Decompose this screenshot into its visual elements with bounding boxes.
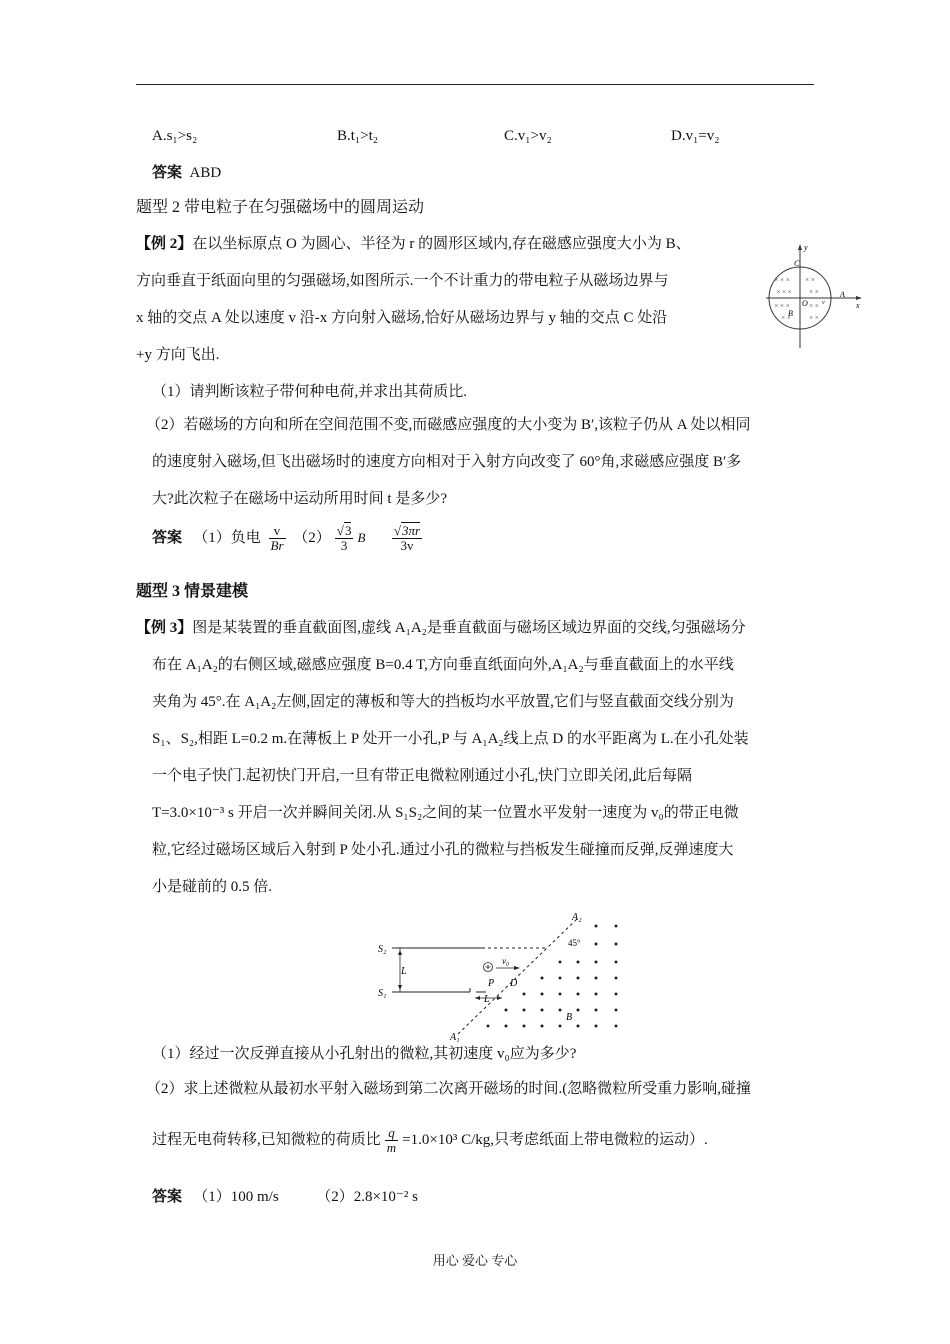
option-b: B.t₁>t₂ — [337, 128, 379, 144]
charge-mass-fraction — [385, 1126, 398, 1155]
ex2-q2-line1: （2）若磁场的方向和所在空间范围不变,而磁感应强度的大小变为 B′,该粒子仍从 A 处以相同 — [146, 417, 751, 433]
svg-text:× ×: × × — [809, 314, 819, 322]
ex3-line6: T=3.0×10⁻³ s 开启一次并瞬间关闭.从 S₁S₂之间的某一位置水平发射一速度为 v₀的带正电微 — [152, 805, 739, 821]
fig2-angle-label: 45° — [568, 938, 581, 948]
ex3-line4: S₁、S₂,相距 L=0.2 m.在薄板上 P 处开一小孔,P 与 A₁A₂线上点 D 的水平距离为 L.在小孔处装 — [152, 731, 749, 747]
fig2-a2-label: A₂ — [572, 912, 582, 923]
circle-field-figure — [760, 242, 865, 350]
svg-text:× ×: × × — [809, 302, 819, 310]
svg-text:× ×: × × — [805, 276, 815, 284]
ex3-answer-label: 答案 — [152, 1189, 183, 1205]
page-footer: 用心 爱心 专心 — [432, 1253, 518, 1268]
ex3-q2-den: m — [386, 1140, 397, 1156]
ex2-answer — [152, 522, 426, 554]
svg-text:× × ×: × × × — [776, 288, 792, 296]
option-a: A.s₁>s₂ — [152, 128, 198, 144]
ex2-ans2-den: 3 — [340, 538, 348, 554]
ex2-q1: （1）请判断该粒子带何种电荷,并求出其荷质比. — [152, 384, 468, 400]
ex2-q2-line2: 的速度射入磁场,但飞出磁场时的速度方向相对于入射方向改变了 60°角,求磁感应强度 B′多 — [152, 454, 742, 470]
ex3-answer — [152, 1185, 418, 1206]
fig2-p-label: P — [488, 978, 495, 989]
fig1-b-label: B — [788, 309, 793, 318]
ex2-ans3-fraction: $\frac{√3\pi r}{3v}$ — [393, 523, 421, 554]
ex3-q2-post: =1.0×10³ C/kg,只考虑纸面上带电微粒的运动）. — [402, 1132, 708, 1148]
ex2-answer-label: 答案 — [152, 530, 183, 546]
answer-label: 答案 — [152, 165, 183, 181]
ex2-ans1-fraction — [269, 524, 286, 553]
fig1-a-label: A — [840, 290, 845, 299]
ex2-ans1-num: v — [269, 524, 286, 539]
fig2-v0-label: v₀ — [502, 956, 510, 966]
fig1-x-label: x — [856, 301, 860, 310]
fig2-l-vertical-label: L — [401, 966, 407, 977]
answer-value: ABD — [189, 165, 222, 181]
ex3-ans2: （2）2.8×10⁻² s — [316, 1189, 418, 1205]
option-c: C.v₁>v₂ — [504, 128, 552, 144]
ex3-q2-line2 — [152, 1124, 708, 1156]
ex2-ans1-den: Br — [270, 538, 284, 554]
svg-text:× ×: × × — [781, 314, 791, 322]
ex3-q1: （1）经过一次反弹直接从小孔射出的微粒,其初速度 v₀应为多少? — [152, 1046, 577, 1062]
ex2-tag: 【例 2】 — [136, 236, 193, 252]
fig1-o-label: O — [802, 299, 808, 308]
fig1-c-label: C — [794, 259, 800, 268]
type2-heading: 题型 2 带电粒子在匀强磁场中的圆周运动 — [136, 199, 425, 216]
ex2-line1 — [136, 232, 691, 253]
ex3-q2-num: q — [385, 1126, 398, 1141]
svg-text:× × ×: × × × — [774, 276, 790, 284]
fig2-s2-label: S₂ — [378, 944, 387, 955]
ex2-ans1-prefix: （1）负电 — [193, 530, 261, 546]
ex3-line5: 一个电子快门.起初快门开启,一旦有带正电微粒刚通过小孔,快门立即关闭,此后每隔 — [152, 768, 693, 784]
ex3-text1: 图是某装置的垂直截面图,虚线 A₁A₂是垂直截面与磁场区域边界面的交线,匀强磁场分 — [192, 620, 746, 636]
ex2-line4: +y 方向飞出. — [136, 347, 220, 363]
header-rule — [136, 84, 814, 85]
ex2-ans3-den: 3v — [400, 538, 414, 554]
ex2-ans2-prefix: （2） — [293, 530, 331, 546]
ex3-line2: 布在 A₁A₂的右侧区域,磁感应强度 B=0.4 T,方向垂直纸面向外,A₁A₂与垂直截面上的水平线 — [152, 657, 734, 673]
answer-abd — [152, 161, 221, 182]
apparatus-figure — [370, 906, 635, 1044]
fig1-v-label: v — [822, 300, 825, 306]
fig1-y-label: y — [804, 243, 808, 252]
ex2-line2: 方向垂直于纸面向里的匀强磁场,如图所示.一个不计重力的带电粒子从磁场边界与 — [136, 273, 669, 289]
svg-text:× ×: × × — [809, 288, 819, 296]
ex3-ans1: （1）100 m/s — [193, 1189, 279, 1205]
ex3-line1 — [136, 616, 746, 637]
ex3-q2-pre: 过程无电荷转移,已知微粒的荷质比 — [152, 1132, 381, 1148]
ex3-q2-line1: （2）求上述微粒从最初水平射入磁场到第二次离开磁场的时间.(忽略微粒所受重力影响,碰撞 — [146, 1081, 751, 1097]
fig2-s1-label: S₁ — [378, 988, 387, 999]
ex2-ans2-var: B — [357, 530, 366, 545]
ex3-line3: 夹角为 45°.在 A₁A₂左侧,固定的薄板和等大的挡板均水平放置,它们与竖直截面交线分别为 — [152, 694, 734, 710]
ex3-tag: 【例 3】 — [136, 620, 193, 636]
fig2-d-label: D — [510, 978, 518, 989]
fig2-b-label: B — [566, 1012, 573, 1023]
ex2-q2-line3: 大?此次粒子在磁场中运动所用时间 t 是多少? — [152, 491, 447, 507]
ex2-ans3-num: 3πr — [402, 523, 421, 539]
ex2-line3: x 轴的交点 A 处以速度 v 沿-x 方向射入磁场,恰好从磁场边界与 y 轴的交点 C 处沿 — [136, 310, 668, 326]
ex2-text1: 在以坐标原点 O 为圆心、半径为 r 的圆形区域内,存在磁感应强度大小为 B、 — [192, 236, 691, 252]
option-d: D.v₁=v₂ — [671, 128, 720, 144]
fig2-l-horizontal-label: L — [484, 994, 490, 1005]
fig2-a1-label: A₁ — [450, 1032, 460, 1043]
ex2-ans2-fraction: $\frac{√3}{3}$ — [336, 523, 352, 554]
ex2-ans2-num: 3 — [344, 523, 352, 539]
ex3-line7: 粒,它经过磁场区域后入射到 P 处小孔.通过小孔的微粒与挡板发生碰撞而反弹,反弹速度大 — [152, 842, 734, 858]
ex3-line8: 小是碰前的 0.5 倍. — [152, 879, 273, 895]
type3-heading: 题型 3 情景建模 — [136, 583, 249, 600]
svg-text:× × ×: × × × — [774, 302, 790, 310]
